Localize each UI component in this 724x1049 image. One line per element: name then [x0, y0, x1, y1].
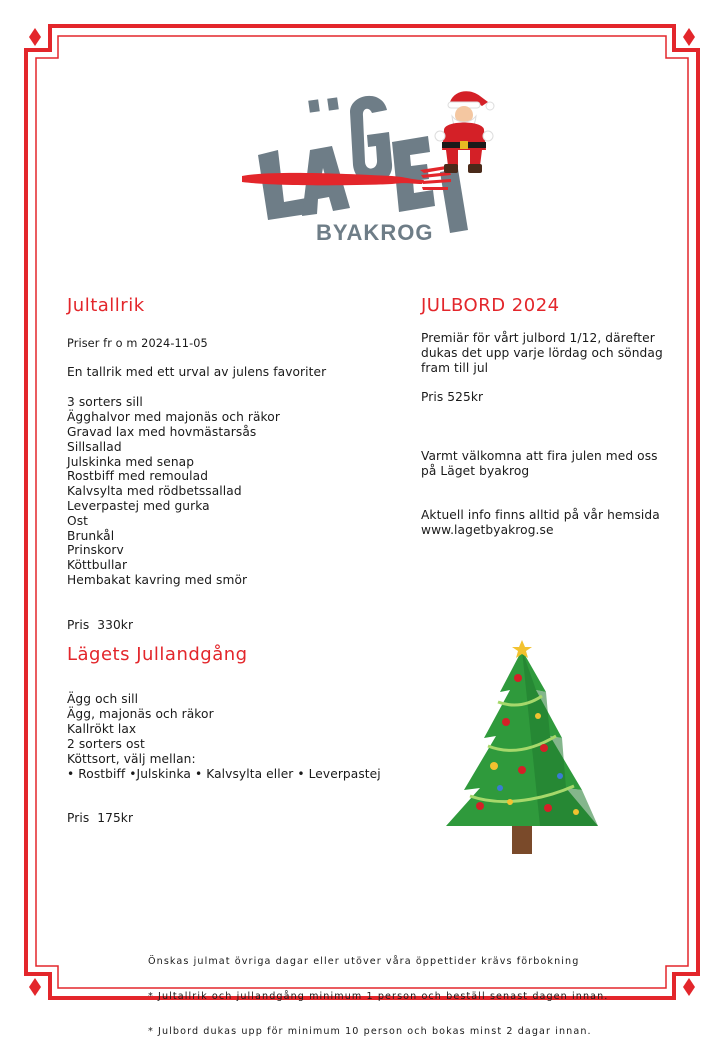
- diamond-icon: [29, 978, 41, 996]
- info-line: Aktuell info finns alltid på vår hemsida: [421, 508, 660, 522]
- list-item: Kallrökt lax: [67, 722, 137, 736]
- footer-line: Önskas julmat övriga dagar eller utöver våra öppettider krävs förbokning: [148, 956, 580, 968]
- jullandgang-price: Pris 175kr: [67, 811, 134, 825]
- list-item: Gravad lax med hovmästarsås: [67, 425, 257, 439]
- welcome-line: Varmt välkomna att fira julen med oss: [421, 449, 658, 463]
- list-item: Köttbullar: [67, 558, 128, 572]
- jultallrik-intro: En tallrik med ett urval av julens favoriter: [67, 365, 327, 379]
- list-item: • Rostbiff •Julskinka • Kalvsylta eller • Leverpastej: [67, 767, 381, 781]
- list-item: Kalvsylta med rödbetssallad: [67, 484, 242, 498]
- list-item: Rostbiff med remoulad: [67, 469, 209, 483]
- jultallrik-price: Pris 330kr: [67, 618, 134, 632]
- prices-from-date: Priser fr o m 2024-11-05: [67, 337, 208, 350]
- jullandgang-heading: Lägets Jullandgång: [67, 644, 248, 665]
- julbord-premiere-line: dukas det upp varje lördag och söndag: [421, 346, 663, 360]
- list-item: Brunkål: [67, 529, 115, 543]
- laget-byakrog-logo: [232, 80, 502, 250]
- santa-icon: [435, 91, 494, 173]
- list-item: Prinskorv: [67, 543, 124, 557]
- julbord-premiere-line: fram till jul: [421, 361, 489, 375]
- list-item: Köttsort, välj mellan:: [67, 752, 196, 766]
- julbord-price: Pris 525kr: [421, 390, 484, 404]
- jultallrik-heading: Jultallrik: [67, 295, 145, 316]
- julbord-premiere-line: Premiär för vårt julbord 1/12, därefter: [421, 331, 655, 345]
- list-item: Ägg, majonäs och räkor: [67, 707, 214, 721]
- list-item: Sillsallad: [67, 440, 122, 454]
- logo-byakrog-text: BYAKROG: [316, 220, 434, 245]
- list-item: 3 sorters sill: [67, 395, 143, 409]
- footer-line: * Julbord dukas upp för minimum 10 person och bokas minst 2 dagar innan.: [148, 1025, 592, 1037]
- footer-notes: [148, 933, 608, 1049]
- welcome-line: på Läget byakrog: [421, 464, 530, 478]
- list-item: Leverpastej med gurka: [67, 499, 210, 513]
- diamond-icon: [683, 978, 695, 996]
- website-link[interactable]: www.lagetbyakrog.se: [421, 523, 554, 537]
- list-item: Ägghalvor med majonäs och räkor: [67, 410, 280, 424]
- diamond-icon: [29, 28, 41, 46]
- christmas-tree-icon: [440, 630, 605, 860]
- diamond-icon: [683, 28, 695, 46]
- list-item: Hembakat kavring med smör: [67, 573, 248, 587]
- julbord-heading: JULBORD 2024: [421, 295, 560, 316]
- list-item: Ost: [67, 514, 89, 528]
- list-item: 2 sorters ost: [67, 737, 145, 751]
- list-item: Julskinka med senap: [67, 455, 195, 469]
- list-item: Ägg och sill: [67, 692, 139, 706]
- footer-line: * Jultallrik och jullandgång minimum 1 person och beställ senast dagen innan.: [148, 990, 609, 1002]
